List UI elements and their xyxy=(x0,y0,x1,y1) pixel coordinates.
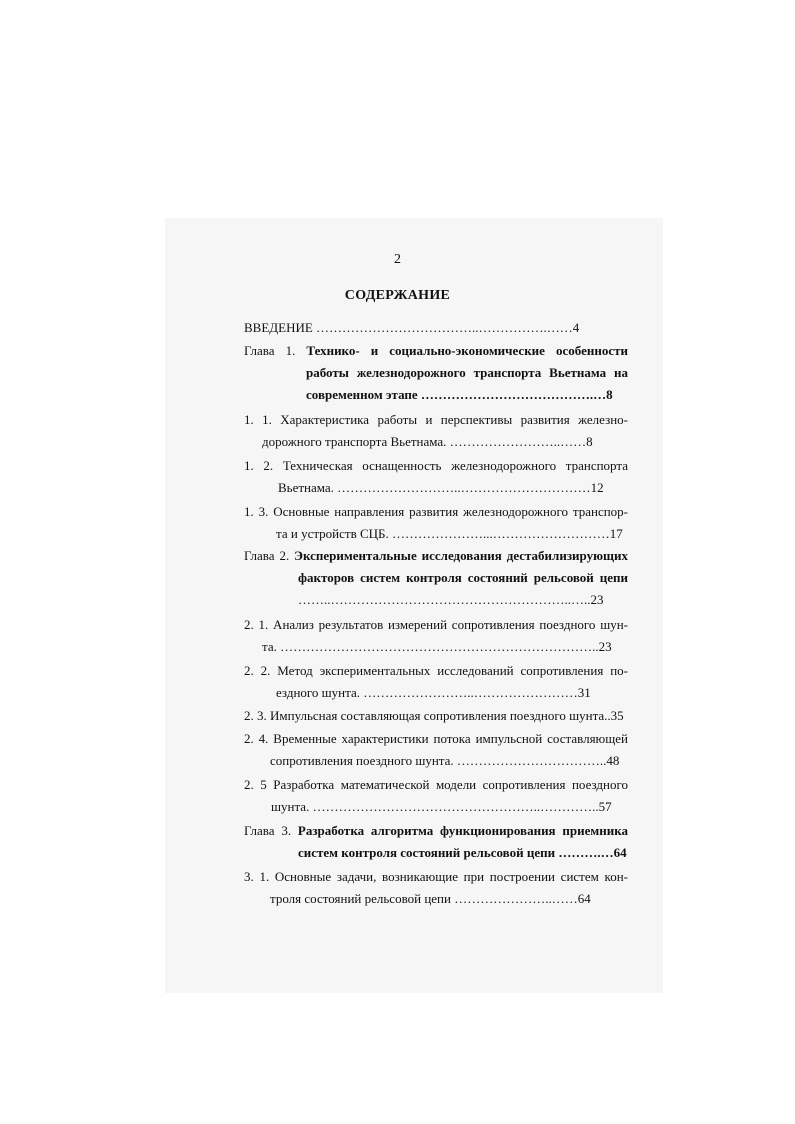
toc-title: СОДЕРЖАНИЕ xyxy=(344,288,451,303)
toc-entry-chapter-1 xyxy=(244,340,628,406)
toc-line: дорожного транспорта Вьетнама. ……………………..……8 xyxy=(262,434,593,449)
toc-line xyxy=(244,340,628,362)
chapter-title-cont: систем контроля состояний рельсовой цепи ……….…64 xyxy=(298,845,627,860)
chapter-title: Экспериментальные исследования дестабилизирующих xyxy=(294,548,629,563)
toc-line: факторов систем контроля состояний рельсовой цепи xyxy=(298,570,628,585)
toc-line: 2. 3. Импульсная составляющая сопротивления поездного шунта..35 xyxy=(244,708,624,723)
toc-entry-1-2 xyxy=(244,455,628,499)
toc-line: ВВЕДЕНИЕ ………………………………..…………….……4 xyxy=(244,320,580,335)
chapter-title: Разработка алгоритма функционирования приемника xyxy=(297,823,628,838)
toc-line xyxy=(244,820,628,842)
toc-line: шунта. ……………………………………………..…………..57 xyxy=(271,799,612,814)
chapter-label: Глава 1. xyxy=(244,343,296,358)
toc-line: 1. 3. Основные направления развития железнодорожного транспор- xyxy=(244,504,628,519)
toc-entry-2-1 xyxy=(244,614,628,658)
toc-line xyxy=(244,842,628,864)
toc-line: 2. 2. Метод экспериментальных исследований сопротивления по- xyxy=(244,663,628,678)
chapter-label: Глава 3. xyxy=(244,823,292,838)
toc-line: та. ………………………………………………………………..23 xyxy=(262,639,612,654)
chapter-title: Технико- и социально-экономические особенности xyxy=(306,343,628,358)
chapter-label: Глава 2. xyxy=(244,548,290,563)
toc-line: Вьетнама. ………………………..…………………………12 xyxy=(278,480,604,495)
toc-entry-chapter-2 xyxy=(244,545,628,611)
toc-entry-2-2 xyxy=(244,660,628,704)
toc-line: та и устройств СЦБ. …………………...………………………17 xyxy=(276,526,623,541)
toc-entry-3-1 xyxy=(244,866,628,910)
toc-line: 2. 5 Разработка математической модели сопротивления поездного xyxy=(244,777,628,792)
toc-entry-2-5 xyxy=(244,774,628,818)
toc-line: 1. 2. Техническая оснащенность железнодорожного транспорта xyxy=(244,458,628,473)
page-number: 2 xyxy=(394,252,401,267)
toc-line xyxy=(244,545,628,567)
toc-line: сопротивления поездного шунта. ……………………………..48 xyxy=(270,753,620,768)
toc-line: современном этапе ………………………………….…8 xyxy=(306,387,613,402)
toc-line: работы железнодорожного транспорта Вьетнама на xyxy=(306,365,628,380)
toc-line: ездного шунта. ……………………..……………………31 xyxy=(276,685,591,700)
toc-entry-introduction xyxy=(244,317,628,339)
toc-entry-2-3 xyxy=(244,705,628,727)
toc-entry-1-3 xyxy=(244,501,628,545)
toc-entry-1-1 xyxy=(244,409,628,453)
toc-entry-chapter-3 xyxy=(244,820,628,864)
toc-line: 2. 1. Анализ результатов измерений сопротивления поездного шун- xyxy=(244,617,628,632)
toc-line: 2. 4. Временные характеристики потока импульсной составляющей xyxy=(244,731,628,746)
toc-line: 1. 1. Характеристика работы и перспективы развития железно- xyxy=(244,412,628,427)
toc-entry-2-4 xyxy=(244,728,628,772)
toc-line: троля состояний рельсовой цепи …………………..……64 xyxy=(270,891,591,906)
toc-line: ……..………………………………………………..…..23 xyxy=(298,592,604,607)
toc-line: 3. 1. Основные задачи, возникающие при построении систем кон- xyxy=(244,869,628,884)
